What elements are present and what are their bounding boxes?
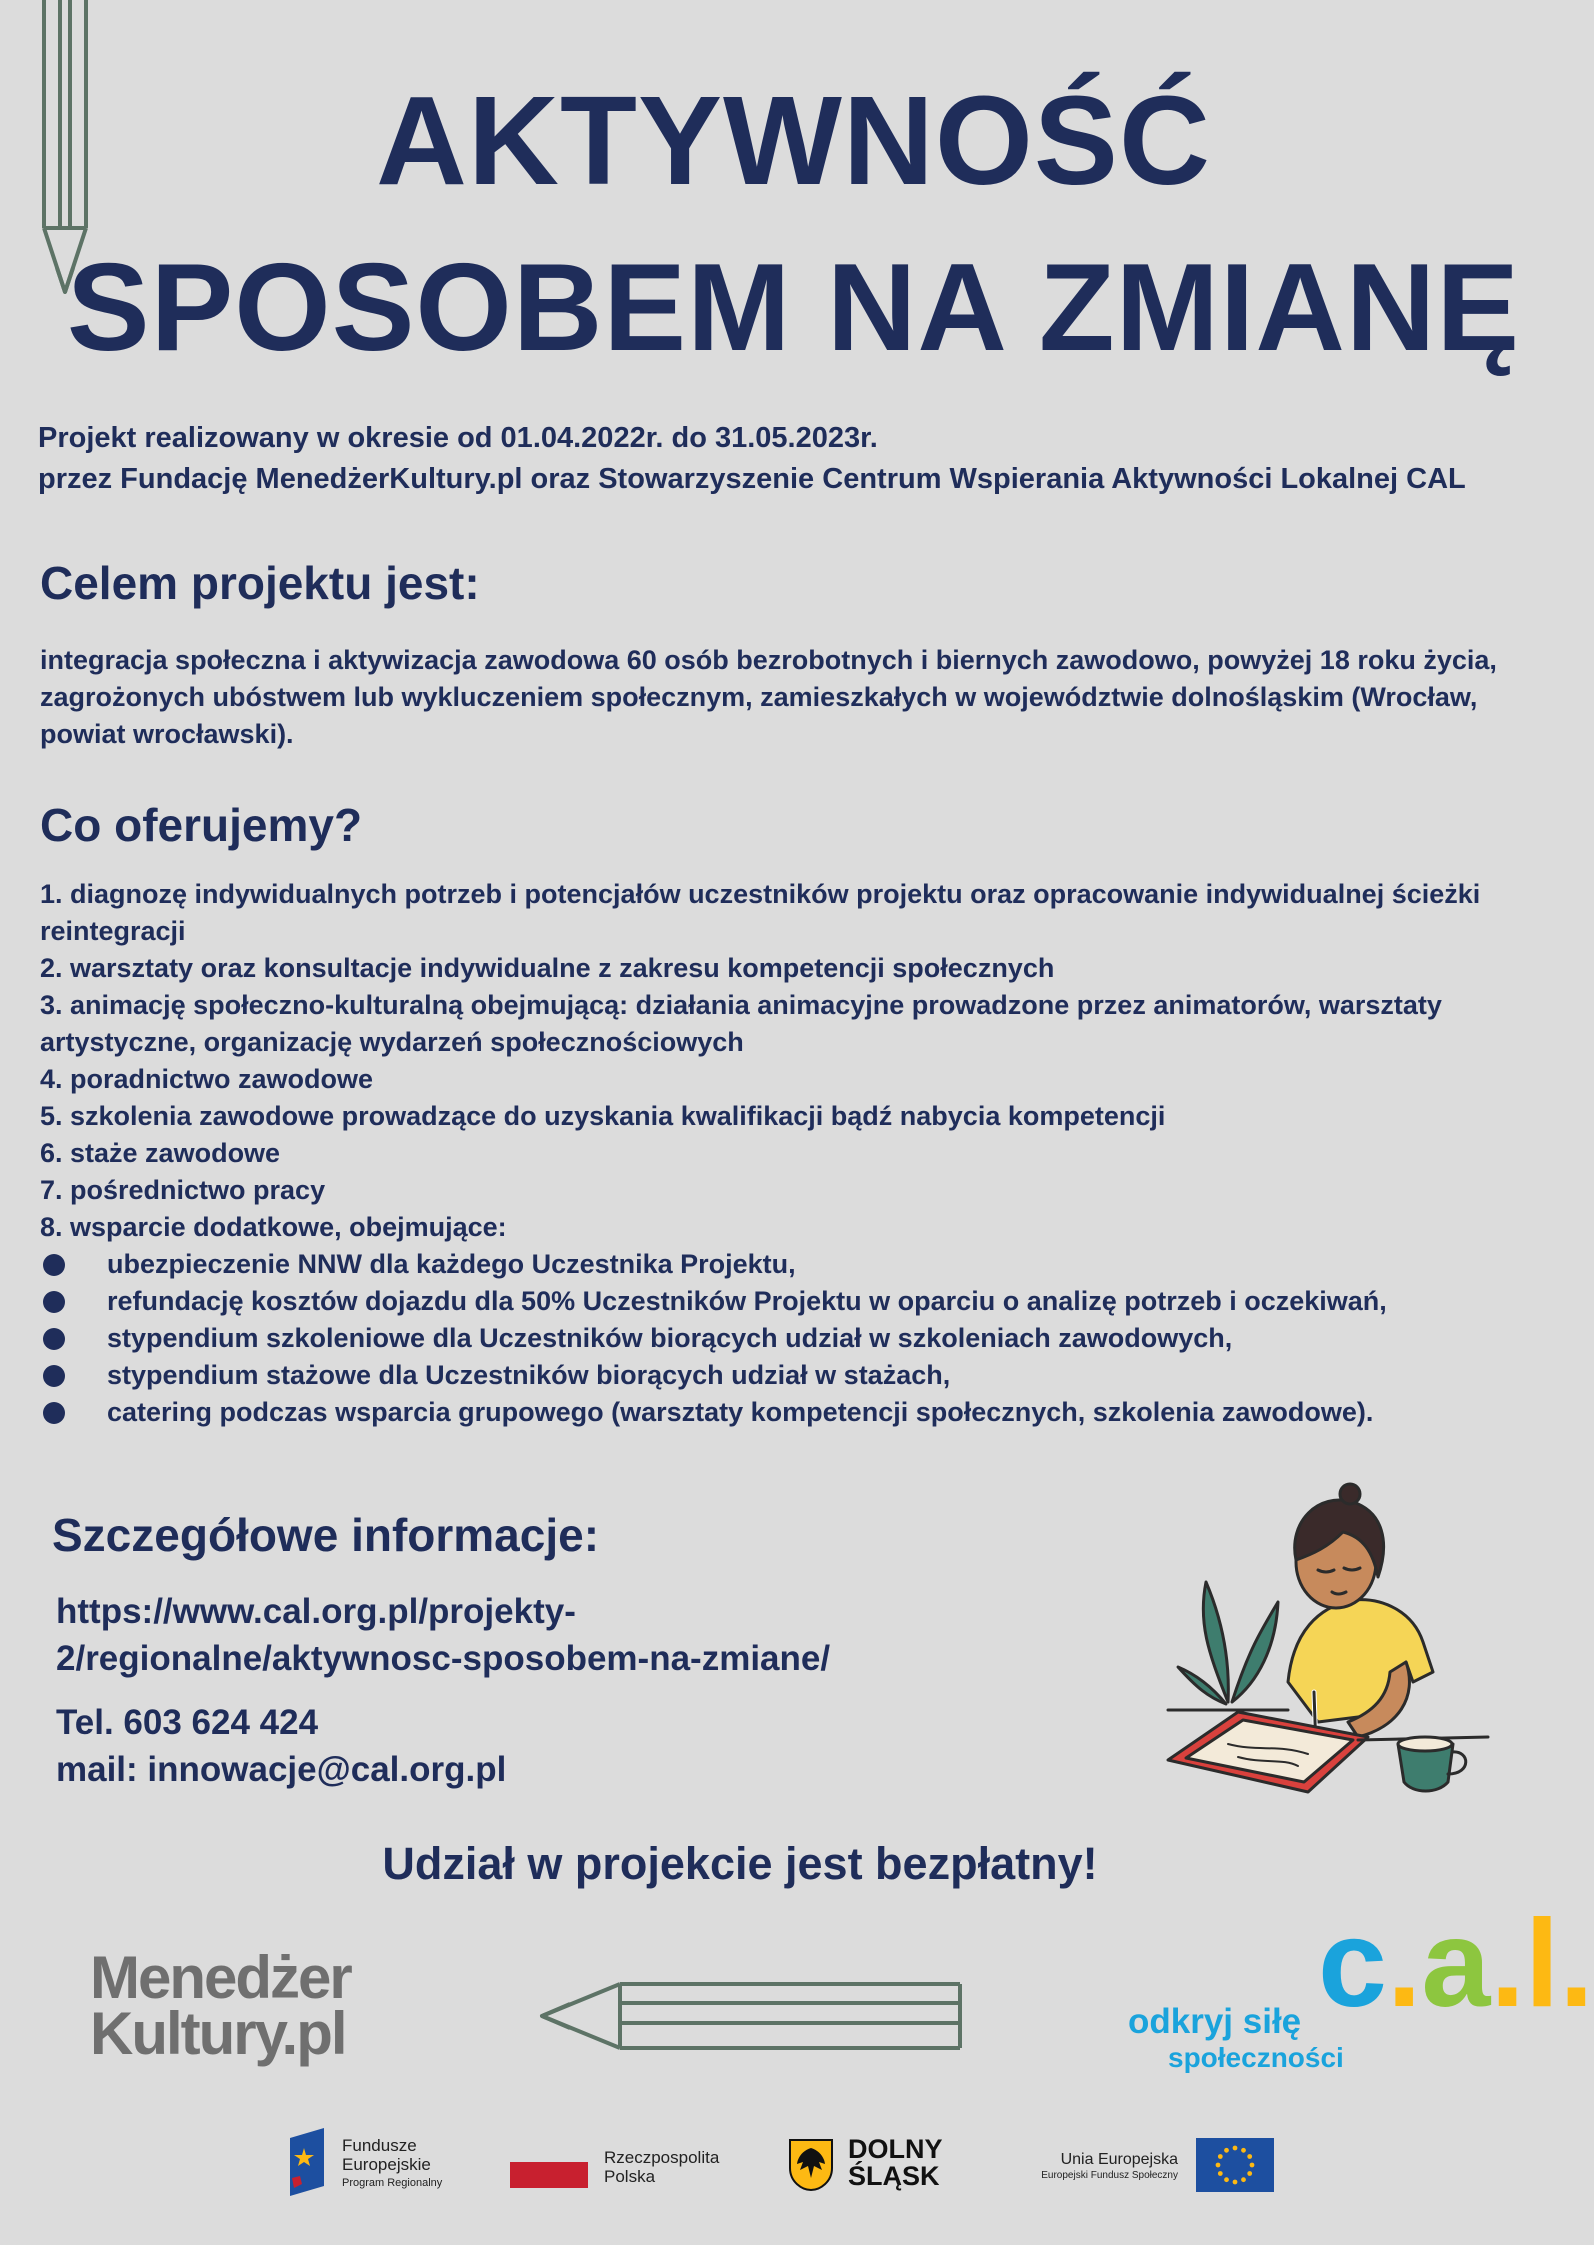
bullet-item: stypendium stażowe dla Uczestników biorących udział w stażach, <box>40 1357 1560 1394</box>
logo-text: Europejskie <box>342 2155 431 2174</box>
bullet-item: stypendium szkoleniowe dla Uczestników biorących udział w szkoleniach zawodowych, <box>40 1320 1560 1357</box>
url-line-2[interactable]: 2/regionalne/aktywnosc-sposobem-na-zmiane/ <box>56 1639 831 1678</box>
fundusze-europejskie-text <box>342 2136 442 2193</box>
eu-star <box>1241 2177 1246 2182</box>
cal-dot: . <box>1559 1895 1594 2033</box>
eu-star <box>1224 2148 1229 2153</box>
logo-text: ŚLĄSK <box>848 2161 940 2191</box>
cal-letter: l <box>1524 1895 1560 2033</box>
eu-star <box>1233 2180 1238 2185</box>
eu-star <box>1241 2148 1246 2153</box>
project-period-text <box>38 418 1466 500</box>
list-item: 4. poradnictwo zawodowe <box>40 1064 374 1094</box>
list-item: 6. staże zawodowe <box>40 1138 281 1168</box>
logo-text: Menedżer <box>90 1944 351 2011</box>
page-title-line2: SPOSOBEM NA ZMIANĘ <box>66 239 1521 377</box>
free-participation-note: Udział w projekcie jest bezpłatny! <box>382 1838 1098 1889</box>
goal-text: integracja społeczna i aktywizacja zawodowa 60 osób bezrobotnych i biernych zawodowo, powyżej 18 roku życia, zagrożonych ubóstwem lub wykluczeniem społecznym, zamieszkałych w województwie dolnośląskim (Wrocław, powiat wrocławski). <box>40 645 1497 749</box>
offer-heading: Co oferujemy? <box>40 799 363 851</box>
cal-dot: . <box>1490 1895 1525 2033</box>
eu-star <box>1250 2163 1255 2168</box>
list-item: 1. diagnozę indywidualnych potrzeb i potencjałów uczestników projektu oraz opracowanie indywidualnej ścieżki reintegracji <box>40 879 1481 946</box>
page-title-line1: AKTYWNOŚĆ <box>376 70 1211 211</box>
cal-dot: . <box>1386 1895 1422 2033</box>
logo-text: Rzeczpospolita <box>604 2148 720 2167</box>
details-url[interactable] <box>56 1588 830 1682</box>
logo-text: DOLNY <box>848 2134 943 2164</box>
cal-letter: a <box>1421 1895 1491 2033</box>
url-line-1[interactable]: https://www.cal.org.pl/projekty- <box>56 1592 576 1631</box>
menedzerkultury-logo <box>90 1944 351 2067</box>
eu-star <box>1247 2154 1252 2159</box>
logo-text: Europejski Fundusz Społeczny <box>1041 2170 1178 2181</box>
eu-star <box>1247 2171 1252 2176</box>
dolny-slask-eagle-icon <box>788 2138 834 2192</box>
eu-star <box>1224 2177 1229 2182</box>
list-item: 7. pośrednictwo pracy <box>40 1175 326 1205</box>
dolny-slask-text <box>848 2136 943 2190</box>
logo-text: Unia Europejska <box>1060 2151 1178 2168</box>
list-item: 2. warsztaty oraz konsultacje indywidualne z zakresu kompetencji społecznych <box>40 953 1055 983</box>
logo-text: Program Regionalny <box>342 2177 443 2189</box>
eu-star <box>1216 2163 1221 2168</box>
bullet-item: ubezpieczenie NNW dla każdego Uczestnika Projektu, <box>40 1246 1560 1283</box>
details-heading: Szczegółowe informacje: <box>52 1509 600 1561</box>
offer-list <box>40 876 1560 1431</box>
list-item: 8. wsparcie dodatkowe, obejmujące: <box>40 1212 507 1242</box>
cal-wordmark <box>1318 1895 1594 2033</box>
eu-star <box>1218 2154 1223 2159</box>
cal-tagline-1: odkryj siłę <box>1128 2002 1302 2041</box>
lead-line-1: Projekt realizowany w okresie od 01.04.2022r. do 31.05.2023r. <box>38 422 878 454</box>
lead-line-2: przez Fundację MenedżerKultury.pl oraz Stowarzyszenie Centrum Wspierania Aktywności Lokalnej CAL <box>38 463 1466 495</box>
fundusze-europejskie-flag-icon <box>288 2126 328 2198</box>
bullet-item: catering podczas wsparcia grupowego (warsztaty kompetencji społecznych, szkolenia zawodowe). <box>40 1394 1560 1431</box>
rzeczpospolita-text <box>604 2148 719 2186</box>
details-contact <box>56 1699 506 1793</box>
eu-flag-icon <box>1196 2138 1274 2192</box>
unia-europejska-text <box>1006 2150 1178 2183</box>
woman-drawing-illustration <box>1168 1482 1498 1802</box>
cal-tagline-2: społeczności <box>1168 2042 1344 2073</box>
email-address[interactable]: mail: innowacje@cal.org.pl <box>56 1750 507 1789</box>
logo-text: Kultury.pl <box>90 2000 346 2067</box>
logo-text: Fundusze <box>342 2136 417 2155</box>
phone-number[interactable]: Tel. 603 624 424 <box>56 1703 319 1742</box>
cal-letter: c <box>1318 1895 1387 2033</box>
cal-logo <box>1128 1895 1594 2080</box>
list-item: 5. szkolenia zawodowe prowadzące do uzyskania kwalifikacji bądź nabycia kompetencji <box>40 1101 1166 1131</box>
bullet-item: refundację kosztów dojazdu dla 50% Uczestników Projektu w oparciu o analizę potrzeb i oczekiwań, <box>40 1283 1560 1320</box>
goal-heading: Celem projektu jest: <box>40 557 480 609</box>
eu-star <box>1233 2146 1238 2151</box>
logo-text: Polska <box>604 2167 656 2186</box>
eu-star <box>1218 2171 1223 2176</box>
poland-flag-icon <box>510 2162 588 2188</box>
list-item: 3. animację społeczno-kulturalną obejmującą: działania animacyjne prowadzone przez animatorów, warsztaty artystyczne, organizację wydarzeń społecznościowych <box>40 990 1442 1057</box>
pencil-horizontal-icon <box>540 1976 964 2056</box>
